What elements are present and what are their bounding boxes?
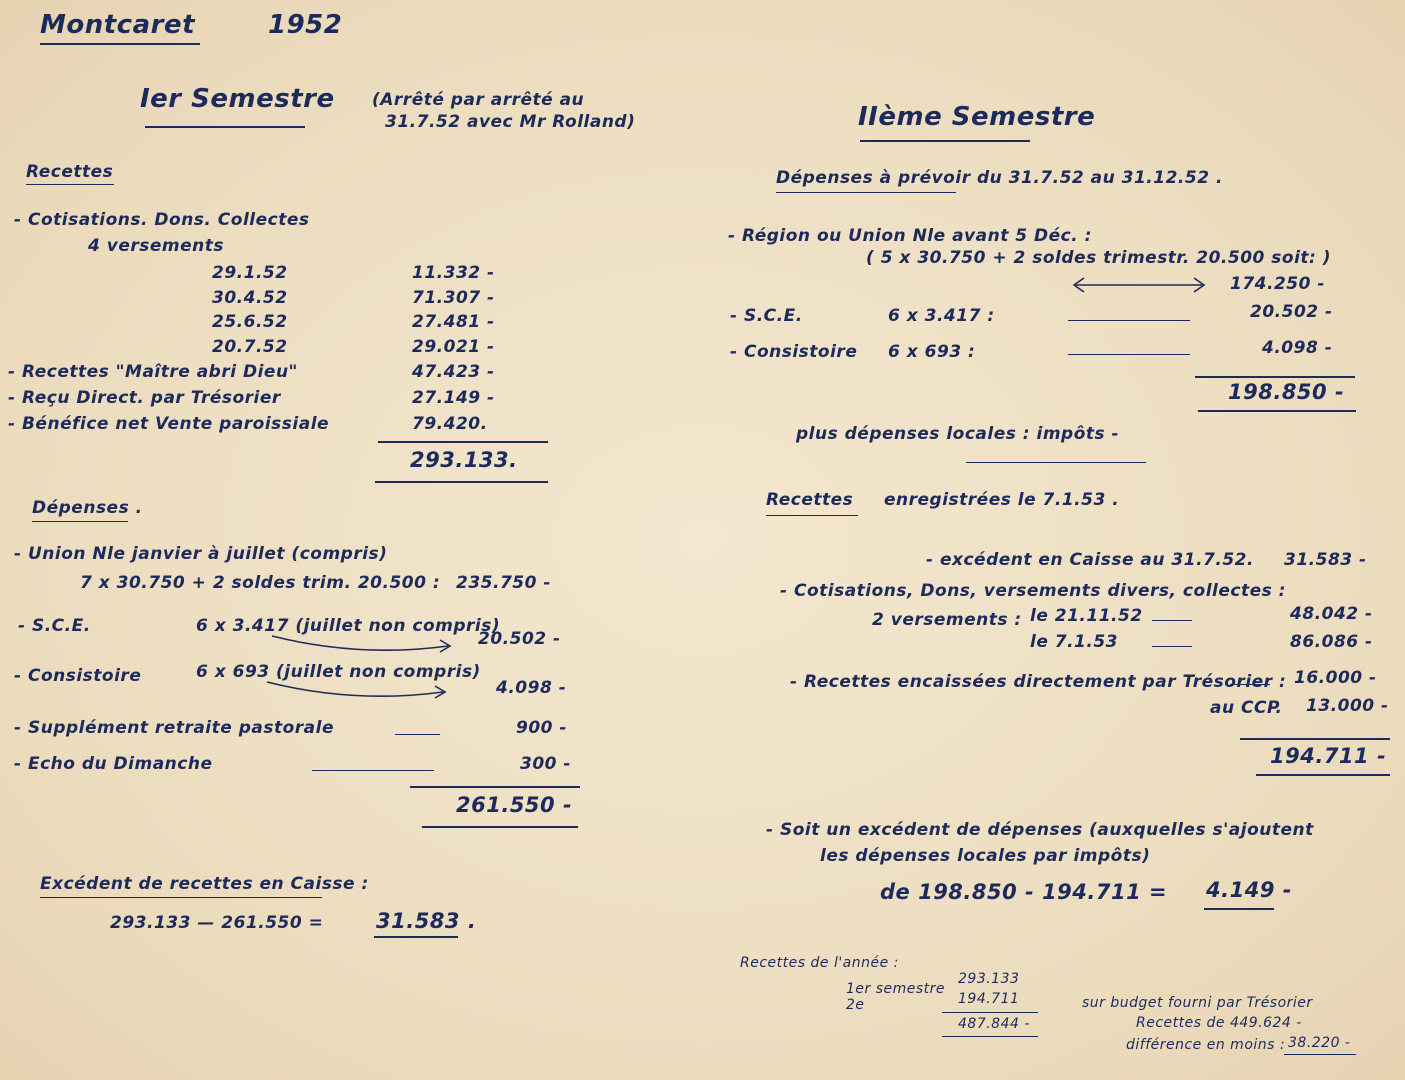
receipt-entry-amount: 27.481 - xyxy=(412,312,495,332)
prevision-line: Dépenses à prévoir du 31.7.52 au 31.12.52 . xyxy=(776,168,1223,188)
supplement-label: - Supplément retraite pastorale xyxy=(14,718,334,738)
recettes-heading: Recettes xyxy=(766,490,854,510)
expenses-total: 261.550 - xyxy=(456,793,573,817)
receipt-entry-date: 29.1.52 xyxy=(212,263,288,283)
receipt-entry-amount: 11.332 - xyxy=(412,263,495,283)
excedent-result-underline xyxy=(374,936,458,938)
supplement-dash xyxy=(395,734,440,735)
recettes-heading-rest: enregistrées le 7.1.53 . xyxy=(884,490,1120,510)
left-note-line2: 31.7.52 avec Mr Rolland) xyxy=(385,112,636,132)
ccp-amount: 13.000 - xyxy=(1306,696,1389,716)
left-semester-underline xyxy=(145,126,305,128)
region-double-arrow-icon xyxy=(1070,275,1210,295)
echo-dash xyxy=(312,770,434,771)
receipt-entry-date: 20.7.52 xyxy=(212,337,288,357)
title-underline xyxy=(40,43,200,45)
versement-amount: 86.086 - xyxy=(1290,632,1373,652)
budget-line1: sur budget fourni par Trésorier xyxy=(1082,995,1313,1011)
annee-heading: Recettes de l'année : xyxy=(740,955,899,971)
receipt-entry-date: 25.6.52 xyxy=(212,312,288,332)
receipt-entry-amount: 71.307 - xyxy=(412,288,495,308)
receipts-total-underline xyxy=(375,481,548,483)
versements-label: 2 versements : xyxy=(872,610,1022,630)
excedent-underline xyxy=(40,897,322,898)
versement-dash xyxy=(1152,646,1192,647)
prevision-underline xyxy=(776,192,956,193)
receipt-item-amount: 79.420. xyxy=(412,414,488,434)
right-consistoire-label: - Consistoire xyxy=(730,342,858,362)
consistoire-arrow-icon xyxy=(265,676,450,706)
ccp-label: au CCP. xyxy=(1210,698,1283,718)
supplement-amount: 900 - xyxy=(516,718,567,738)
expenses-heading-underline xyxy=(32,521,128,522)
versement-amount: 48.042 - xyxy=(1290,604,1373,624)
receipts-total-rule xyxy=(378,441,548,443)
expenses-total-rule xyxy=(410,786,580,788)
right-cotisations-label: - Cotisations, Dons, versements divers, collectes : xyxy=(780,581,1286,601)
versement-date: le 7.1.53 xyxy=(1030,632,1119,652)
sce-arrow-icon xyxy=(270,628,455,658)
budget-line2: Recettes de 449.624 - xyxy=(1136,1015,1302,1031)
receipt-item-label: - Reçu Direct. par Trésorier xyxy=(8,388,281,408)
document-year: 1952 xyxy=(268,10,343,40)
receipts-heading-underline xyxy=(26,184,114,185)
budget-line3: différence en moins : xyxy=(1126,1037,1286,1053)
left-note-line1: (Arrêté par arrêté au xyxy=(372,90,585,110)
annee-s2-label: 2e xyxy=(846,997,865,1013)
receipts-total: 293.133. xyxy=(410,448,518,472)
annee-total: 487.844 - xyxy=(958,1016,1030,1032)
left-consistoire-amount: 4.098 - xyxy=(496,678,567,698)
left-consistoire-label: - Consistoire xyxy=(14,666,142,686)
budget-difference: 38.220 - xyxy=(1288,1035,1351,1051)
receipts-heading: Recettes xyxy=(26,162,114,182)
right-consistoire-dash xyxy=(1068,354,1190,355)
section-divider xyxy=(966,462,1146,463)
union-amount: 235.750 - xyxy=(456,573,551,593)
receipt-item-amount: 47.423 - xyxy=(412,362,495,382)
soit-result-underline xyxy=(1204,908,1274,910)
region-line2: ( 5 x 30.750 + 2 soldes trimestr. 20.500 soit: ) xyxy=(866,248,1332,268)
soit-result: 4.149 - xyxy=(1206,878,1292,902)
left-consistoire-calc: 6 x 693 (juillet non compris) xyxy=(196,662,481,682)
right-total-underline xyxy=(1256,774,1390,776)
region-amount: 174.250 - xyxy=(1230,274,1325,294)
soit-line1: - Soit un excédent de dépenses (auxquelles s'ajoutent xyxy=(766,820,1314,840)
right-total-rule xyxy=(1240,738,1390,740)
right-sce-dash xyxy=(1068,320,1190,321)
right-sce-calc: 6 x 3.417 : xyxy=(888,306,995,326)
versement-date: le 21.11.52 xyxy=(1030,606,1143,626)
receipt-entry-amount: 29.021 - xyxy=(412,337,495,357)
echo-label: - Echo du Dimanche xyxy=(14,754,213,774)
annee-total-underline xyxy=(942,1036,1038,1037)
receipt-item-amount: 27.149 - xyxy=(412,388,495,408)
right-consistoire-calc: 6 x 693 : xyxy=(888,342,976,362)
annee-s1-amount: 293.133 xyxy=(958,971,1020,987)
right-consistoire-amount: 4.098 - xyxy=(1262,338,1333,358)
right-excedent-label: - excédent en Caisse au 31.7.52. xyxy=(926,550,1254,570)
cotisations-line1: - Cotisations. Dons. Collectes xyxy=(14,210,310,230)
right-subtotal-underline xyxy=(1198,410,1356,412)
budget-difference-underline xyxy=(1284,1054,1356,1055)
receipt-entry-date: 30.4.52 xyxy=(212,288,288,308)
left-sce-label: - S.C.E. xyxy=(18,616,91,636)
right-subtotal-rule xyxy=(1195,376,1355,378)
expenses-total-underline xyxy=(422,826,578,828)
left-sce-calc: 6 x 3.417 (juillet non compris) xyxy=(196,616,501,636)
recettes-heading-underline xyxy=(766,515,858,516)
soit-calc: de 198.850 - 194.711 = xyxy=(880,880,1168,904)
cotisations-line2: 4 versements xyxy=(88,236,224,256)
right-sce-label: - S.C.E. xyxy=(730,306,803,326)
left-semester-title: Ier Semestre xyxy=(140,84,335,114)
document-title: Montcaret xyxy=(40,10,196,40)
right-total: 194.711 - xyxy=(1270,744,1387,768)
excedent-result: 31.583 . xyxy=(376,909,477,933)
versement-dash xyxy=(1152,620,1192,621)
right-semester-title: IIème Semestre xyxy=(858,102,1096,132)
right-sce-amount: 20.502 - xyxy=(1250,302,1333,322)
excedent-label: Excédent de recettes en Caisse : xyxy=(40,874,369,894)
union-line1: - Union Nle janvier à juillet (compris) xyxy=(14,544,388,564)
soit-line2: les dépenses locales par impôts) xyxy=(820,846,1151,866)
region-line1: - Région ou Union Nle avant 5 Déc. : xyxy=(728,226,1092,246)
annee-s2-amount: 194.711 xyxy=(958,991,1020,1007)
recettes-tresorier: - Recettes encaissées directement par Trésorier : xyxy=(790,672,1287,692)
right-excedent-amount: 31.583 - xyxy=(1284,550,1367,570)
excedent-calc: 293.133 — 261.550 = xyxy=(110,913,324,933)
receipt-item-label: - Bénéfice net Vente paroissiale xyxy=(8,414,330,434)
annee-total-rule xyxy=(942,1012,1038,1013)
receipt-item-label: - Recettes "Maître abri Dieu" xyxy=(8,362,298,382)
left-sce-amount: 20.502 - xyxy=(478,629,561,649)
right-subtotal: 198.850 - xyxy=(1228,380,1345,404)
tresorier-amount: 16.000 - xyxy=(1294,668,1377,688)
expenses-heading: Dépenses . xyxy=(32,498,143,518)
annee-s1-label: 1er semestre xyxy=(846,981,946,997)
echo-amount: 300 - xyxy=(520,754,571,774)
union-line2: 7 x 30.750 + 2 soldes trim. 20.500 : xyxy=(80,573,441,593)
plus-depenses: plus dépenses locales : impôts - xyxy=(796,424,1120,444)
right-semester-underline xyxy=(860,140,1030,142)
tresorier-dash xyxy=(1230,684,1270,685)
